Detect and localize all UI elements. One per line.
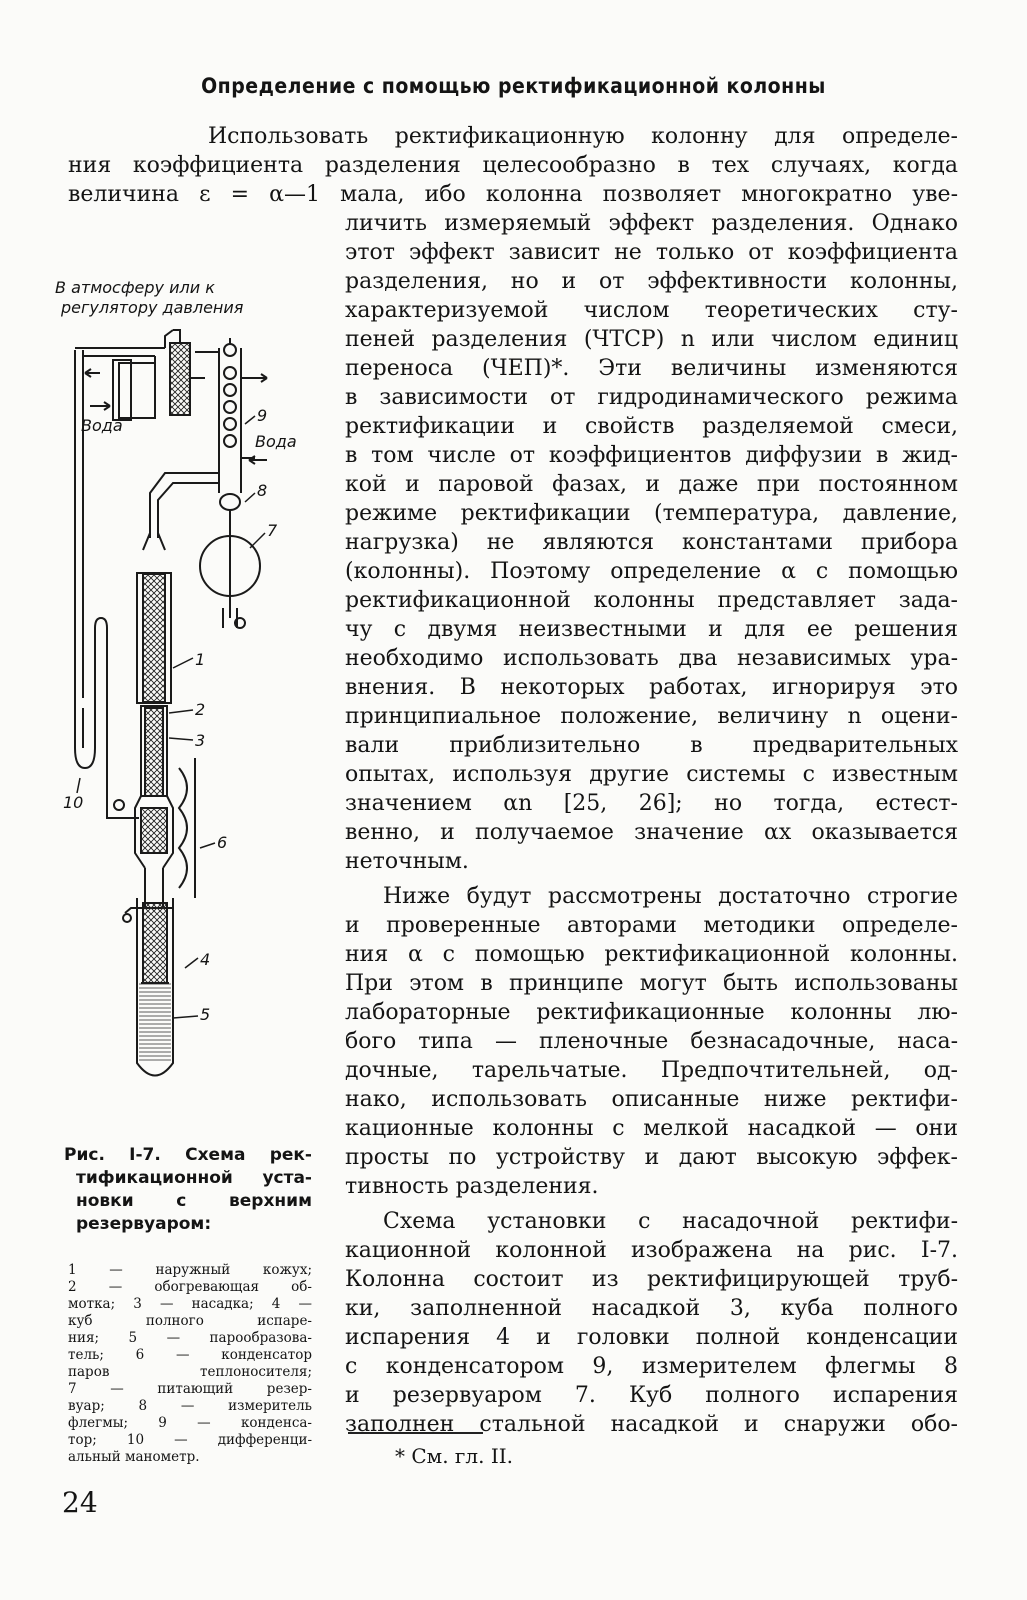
text-line: (колонны). Поэтому определение α с помощью bbox=[345, 559, 958, 584]
text-line: ки, заполненной насадкой 3, куба полного bbox=[345, 1296, 958, 1321]
page-number: 24 bbox=[62, 1486, 98, 1519]
legend-line: ния; 5 — парообразова- bbox=[68, 1330, 312, 1346]
text-line: испарения 4 и головки полной конденсации bbox=[345, 1325, 958, 1350]
text-line: дочные, тарельчатые. Предпочтительней, од- bbox=[345, 1058, 958, 1083]
legend-line: 7 — питающий резер- bbox=[68, 1381, 312, 1397]
text-line: заполнен стальной насадкой и снаружи обо- bbox=[345, 1412, 958, 1437]
vent-trap bbox=[170, 343, 190, 415]
footnote: * См. гл. II. bbox=[395, 1444, 513, 1468]
text-line: Схема установки с насадочной ректифи- bbox=[383, 1209, 958, 1234]
part-number: 7 bbox=[267, 521, 278, 540]
atmosphere-label: регулятору давления bbox=[61, 298, 244, 317]
figure-legend bbox=[68, 1262, 312, 1466]
text-line: Колонна состоит из ректифицирующей труб- bbox=[345, 1267, 958, 1292]
text-line: пеней разделения (ЧТСР) n или числом единиц bbox=[345, 327, 958, 352]
legend-line: вуар; 8 — измеритель bbox=[68, 1398, 312, 1414]
text-line: разделения, но и от эффективности колонны, bbox=[345, 269, 958, 294]
legend-line: 2 — обогревающая об- bbox=[68, 1279, 312, 1295]
text-line: переноса (ЧЕП)*. Эти величины изменяются bbox=[345, 356, 958, 381]
legend-line: 1 — наружный кожух; bbox=[68, 1262, 312, 1278]
text-line: принципиальное положение, величину n оцени- bbox=[345, 704, 958, 729]
text-line: с конденсатором 9, измерителем флегмы 8 bbox=[345, 1354, 958, 1379]
text-line: кой и паровой фазах, и даже при постоянном bbox=[345, 472, 958, 497]
text-line: и проверенные авторами методики определе- bbox=[345, 913, 958, 938]
evaporator-4 bbox=[143, 903, 167, 983]
text-line: венно, и получаемое значение αx оказывается bbox=[345, 820, 958, 845]
part-number: 8 bbox=[257, 481, 268, 500]
text-line: в зависимости от гидродинамического режима bbox=[345, 385, 958, 410]
part-number: 9 bbox=[257, 406, 268, 425]
water-label-left: Вода bbox=[81, 416, 123, 435]
text-line: характеризуемой числом теоретических сту- bbox=[345, 298, 958, 323]
text-line: вали приблизительно в предварительных bbox=[345, 733, 958, 758]
text-line: значением αn [25, 26]; но тогда, естест- bbox=[345, 791, 958, 816]
intro-paragraph bbox=[68, 122, 958, 209]
text-line: режиме ректификации (температура, давление, bbox=[345, 501, 958, 526]
caption-line: резервуаром: bbox=[76, 1214, 212, 1234]
text-line: в том числе от коэффициентов диффузии в жид- bbox=[345, 443, 958, 468]
part-number: 3 bbox=[195, 731, 206, 750]
text-line: необходимо использовать два независимых ура- bbox=[345, 646, 958, 671]
main-text-column bbox=[345, 209, 958, 1439]
water-label-right: Вода bbox=[255, 432, 297, 451]
text-line: Использовать ректификационную колонну для определе- bbox=[208, 124, 958, 149]
text-line: внения. В некоторых работах, игнорируя это bbox=[345, 675, 958, 700]
text-line: величина ε = α—1 мала, ибо колонна позволяет многократно уве- bbox=[68, 182, 958, 207]
legend-line: тель; 6 — конденсатор bbox=[68, 1347, 312, 1363]
manometer-10 bbox=[75, 618, 107, 798]
legend-line: флегмы; 9 — конденса- bbox=[68, 1415, 312, 1431]
legend-line: тор; 10 — дифференци- bbox=[68, 1432, 312, 1448]
caption-line: новки с верхним bbox=[76, 1191, 312, 1211]
apparatus-diagram bbox=[55, 278, 317, 1098]
text-line: личить измеряемый эффект разделения. Однако bbox=[345, 211, 958, 236]
part-number: 2 bbox=[195, 700, 206, 719]
text-line: ректификационной колонны представляет зада- bbox=[345, 588, 958, 613]
atmosphere-label: В атмосферу или к bbox=[55, 278, 215, 297]
part-number: 10 bbox=[63, 793, 84, 812]
legend-line: паров теплоносителя; bbox=[68, 1364, 312, 1380]
text-line: кационные колонны с мелкой насадкой — они bbox=[345, 1116, 958, 1141]
part-number: 4 bbox=[200, 950, 211, 969]
text-line: нако, использовать описанные ниже ректифи- bbox=[345, 1087, 958, 1112]
footnote-divider bbox=[348, 1432, 483, 1434]
text-line: неточным. bbox=[345, 849, 469, 874]
part-number: 6 bbox=[217, 833, 228, 852]
text-line: чу с двумя неизвестными и для ее решения bbox=[345, 617, 958, 642]
text-line: При этом в принципе могут быть использованы bbox=[345, 971, 958, 996]
text-line: лабораторные ректификационные колонны лю- bbox=[345, 1000, 958, 1025]
caption-line: Рис. I-7. Схема рек- bbox=[64, 1145, 312, 1165]
text-line: этот эффект зависит не только от коэффициента bbox=[345, 240, 958, 265]
text-line: ния α с помощью ректификационной колонны. bbox=[345, 942, 958, 967]
text-line: тивность разделения. bbox=[345, 1174, 599, 1199]
figure-caption bbox=[64, 1144, 312, 1236]
condenser-6 bbox=[179, 768, 187, 888]
left-water-line bbox=[75, 350, 83, 708]
text-line: нагрузка) не являются константами прибора bbox=[345, 530, 958, 555]
text-line: Ниже будут рассмотрены достаточно строгие bbox=[383, 884, 958, 909]
text-line: кационной колонной изображена на рис. I-7. bbox=[345, 1238, 958, 1263]
text-line: опытах, используя другие системы с известным bbox=[345, 762, 958, 787]
caption-line: тификационной уста- bbox=[76, 1168, 312, 1188]
text-line: бого типа — пленочные безнасадочные, наса- bbox=[345, 1029, 958, 1054]
legend-line: альный манометр. bbox=[68, 1449, 200, 1465]
section-heading: Определение с помощью ректификационной колонны bbox=[201, 74, 826, 98]
text-line: просты по устройству и дают высокую эффек- bbox=[345, 1145, 958, 1170]
part-number: 5 bbox=[200, 1005, 211, 1024]
text-line: ректификации и свойств разделяемой смеси, bbox=[345, 414, 958, 439]
apparatus-figure bbox=[55, 278, 317, 1098]
text-line: и резервуаром 7. Куб полного испарения bbox=[345, 1383, 958, 1408]
part-number: 1 bbox=[195, 650, 206, 669]
text-line: ния коэффициента разделения целесообразно в тех случаях, когда bbox=[68, 153, 958, 178]
legend-line: куб полного испаре- bbox=[68, 1313, 312, 1329]
legend-line: мотка; 3 — насадка; 4 — bbox=[68, 1296, 312, 1312]
